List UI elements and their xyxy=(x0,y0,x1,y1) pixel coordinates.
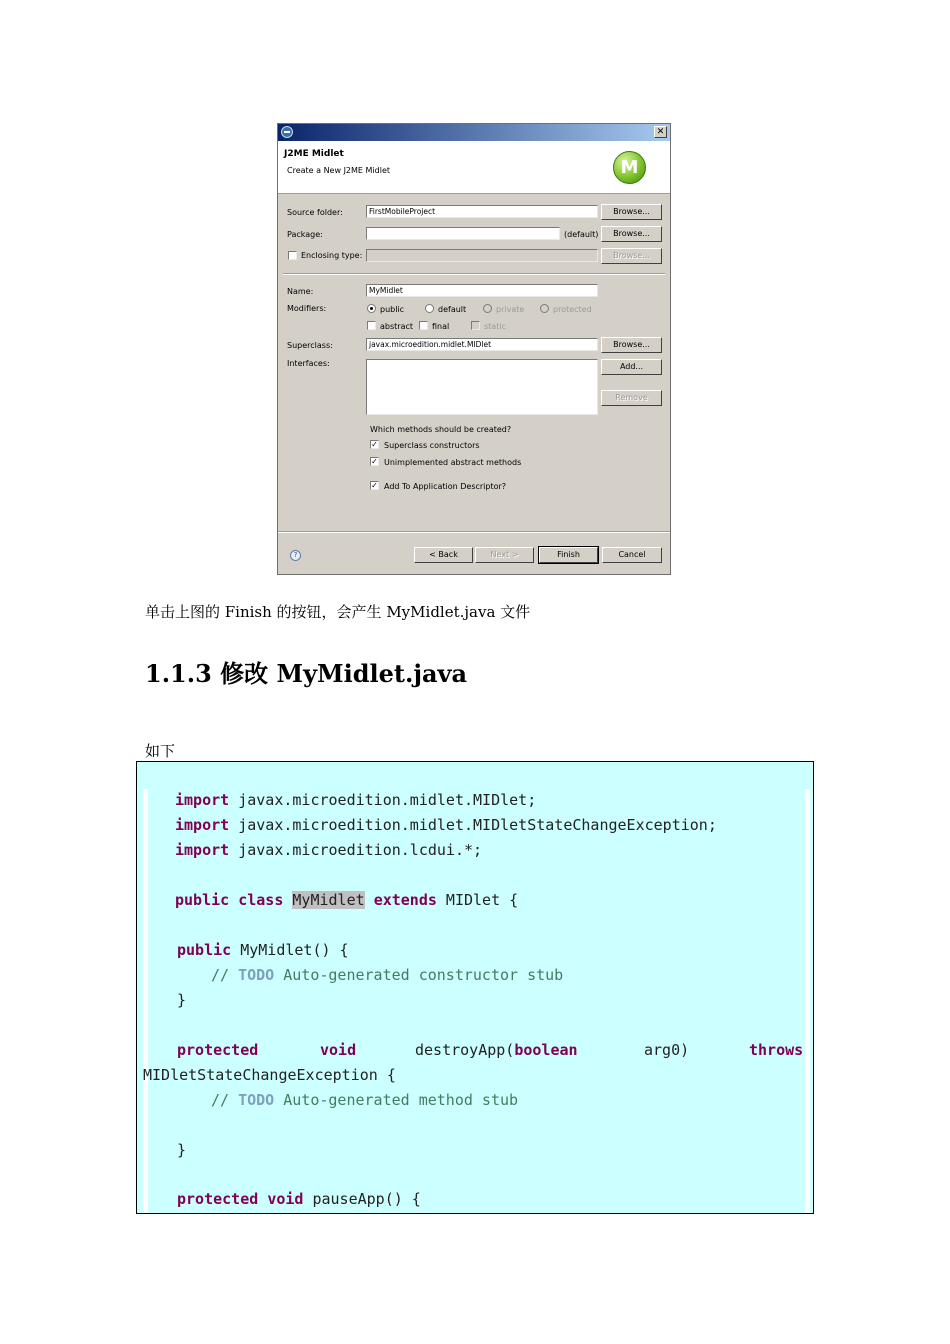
separator xyxy=(283,273,665,275)
finish-button[interactable]: Finish xyxy=(539,547,598,563)
modifier-protected-radio[interactable] xyxy=(540,304,549,313)
code-line: // TODO Auto-generated constructor stub xyxy=(211,966,564,984)
enclosing-type-browse-button[interactable]: Browse... xyxy=(601,248,662,264)
modifier-default-label: default xyxy=(438,305,467,314)
modifier-public-radio[interactable] xyxy=(367,304,376,313)
modifier-final-label: final xyxy=(432,322,450,331)
dialog-banner xyxy=(278,141,670,194)
modifier-private-label: private xyxy=(496,305,525,314)
methods-question: Which methods should be created? xyxy=(370,425,512,434)
source-folder-input[interactable]: FirstMobileProject xyxy=(366,205,598,218)
dialog-title: J2ME Midlet xyxy=(284,149,344,159)
modifier-public-label: public xyxy=(380,305,405,314)
section-heading: 1.1.3 修改 MyMidlet.java xyxy=(145,659,468,688)
modifier-private-radio[interactable] xyxy=(483,304,492,313)
superclass-label: Superclass: xyxy=(287,341,333,350)
separator xyxy=(278,531,670,533)
code-line: } xyxy=(177,991,187,1009)
modifier-static-label: static xyxy=(484,322,506,331)
package-default-hint: (default) xyxy=(564,230,599,239)
code-line: arg0) xyxy=(644,1041,690,1059)
superclass-input[interactable]: javax.microedition.midlet.MIDlet xyxy=(366,338,598,351)
abstract-methods-label: Unimplemented abstract methods xyxy=(384,458,522,467)
package-label: Package: xyxy=(287,230,323,239)
eclipse-icon xyxy=(281,126,293,138)
add-descriptor-label: Add To Application Descriptor? xyxy=(384,482,507,491)
superclass-browse-button[interactable]: Browse... xyxy=(601,337,662,353)
interfaces-label: Interfaces: xyxy=(287,359,330,368)
dialog-titlebar xyxy=(278,124,670,141)
modifier-abstract-label: abstract xyxy=(380,322,414,331)
name-input[interactable]: MyMidlet xyxy=(366,284,598,297)
caption-paragraph: 单击上图的 Finish 的按钮，会产生 MyMidlet.java 文件 xyxy=(145,603,531,621)
code-line: throws xyxy=(749,1041,804,1059)
cancel-button[interactable]: Cancel xyxy=(602,547,662,563)
code-gutter xyxy=(143,789,148,1214)
modifier-abstract-checkbox[interactable] xyxy=(367,321,376,330)
code-line: MIDletStateChangeException { xyxy=(143,1066,396,1084)
close-button[interactable]: ✕ xyxy=(654,126,667,138)
modifiers-label: Modifiers: xyxy=(287,304,327,313)
source-folder-label: Source folder: xyxy=(287,208,343,217)
modifier-protected-label: protected xyxy=(553,305,592,314)
superclass-constructors-label: Superclass constructors xyxy=(384,441,480,450)
back-button[interactable]: < Back xyxy=(414,547,473,563)
code-line: destroyApp(boolean xyxy=(415,1041,578,1059)
code-line: void xyxy=(320,1041,357,1059)
enclosing-type-label: Enclosing type: xyxy=(301,251,363,260)
enclosing-type-checkbox[interactable] xyxy=(288,251,297,260)
interfaces-remove-button[interactable]: Remove xyxy=(601,390,662,406)
add-descriptor-checkbox[interactable]: ✓ xyxy=(371,481,378,490)
new-midlet-dialog xyxy=(277,123,671,575)
code-line: import javax.microedition.lcdui.*; xyxy=(175,841,483,859)
dialog-subtitle: Create a New J2ME Midlet xyxy=(287,166,390,175)
next-button[interactable]: Next > xyxy=(475,547,534,563)
code-block xyxy=(136,761,814,1214)
interfaces-list[interactable] xyxy=(366,359,598,415)
code-gutter xyxy=(805,789,810,1214)
source-folder-browse-button[interactable]: Browse... xyxy=(601,204,662,220)
package-browse-button[interactable]: Browse... xyxy=(601,226,662,242)
code-line: import javax.microedition.midlet.MIDletStateChangeException; xyxy=(175,816,717,834)
interfaces-add-button[interactable]: Add... xyxy=(601,359,662,375)
help-icon[interactable]: ? xyxy=(290,550,301,561)
code-line: import javax.microedition.midlet.MIDlet; xyxy=(175,791,537,809)
enclosing-type-input[interactable] xyxy=(366,249,598,262)
superclass-constructors-checkbox[interactable]: ✓ xyxy=(371,440,378,449)
modifier-default-radio[interactable] xyxy=(425,304,434,313)
intro-paragraph: 如下 xyxy=(145,742,176,760)
code-line: protected xyxy=(177,1041,259,1059)
code-line: public MyMidlet() { xyxy=(177,941,349,959)
modifier-static-checkbox[interactable] xyxy=(471,321,480,330)
code-line: protected void pauseApp() { xyxy=(177,1190,421,1208)
code-line: // TODO Auto-generated method stub xyxy=(211,1091,519,1109)
name-label: Name: xyxy=(287,287,314,296)
code-line: public class MyMidlet extends MIDlet { xyxy=(175,891,519,909)
abstract-methods-checkbox[interactable]: ✓ xyxy=(371,457,378,466)
package-input[interactable] xyxy=(366,227,560,240)
code-line: } xyxy=(177,1141,187,1159)
modifier-final-checkbox[interactable] xyxy=(419,321,428,330)
midlet-logo-icon: M xyxy=(613,151,646,184)
